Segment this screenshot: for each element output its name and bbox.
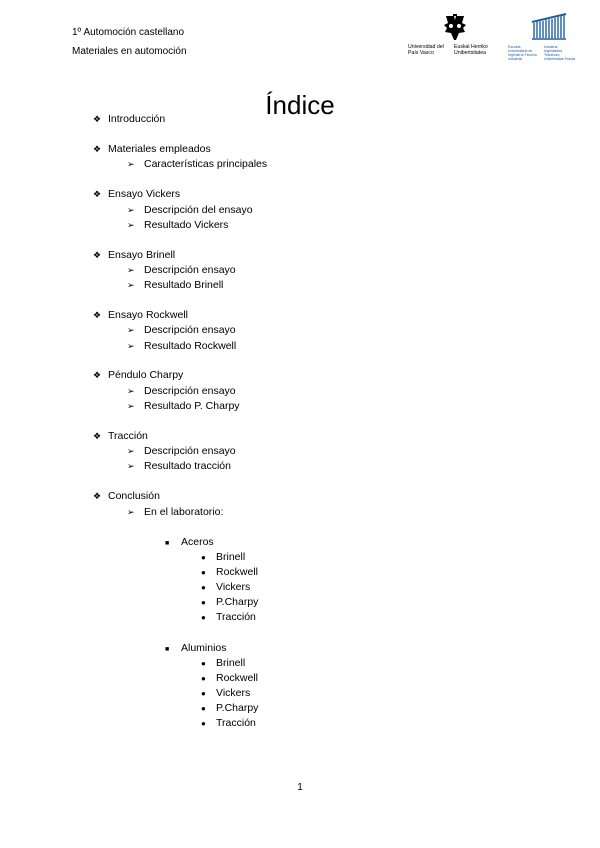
toc-subitem — [127, 219, 228, 231]
toc-subitem — [127, 385, 236, 397]
square-bullet-icon: ■ — [165, 646, 170, 653]
toc-item — [93, 249, 175, 261]
toc-subitem-label: Resultado Vickers — [144, 219, 229, 231]
toc-subitem — [127, 279, 223, 291]
toc-item-label: Ensayo Rockwell — [108, 309, 188, 321]
toc-subitem-label: Descripción ensayo — [144, 264, 236, 276]
toc-subitem — [127, 340, 236, 352]
toc-subitem — [127, 204, 253, 216]
conclusion-group-label: Aceros — [181, 536, 214, 548]
toc-subitem — [127, 460, 231, 472]
conclusion-group-label: Aluminios — [181, 642, 227, 654]
arrow-bullet-icon: ➢ — [127, 220, 135, 230]
toc-subitem-label: Descripción ensayo — [144, 385, 236, 397]
square-bullet-icon: ■ — [165, 540, 170, 547]
toc-item-label: Ensayo Brinell — [108, 249, 176, 261]
conclusion-item — [201, 581, 250, 593]
conclusion-item-label: P.Charpy — [216, 702, 259, 714]
conclusion-item — [201, 551, 245, 563]
dot-bullet-icon: ● — [201, 568, 206, 577]
toc-subitem — [127, 400, 240, 412]
toc-subitem — [127, 158, 267, 170]
conclusion-item-label: Tracción — [216, 717, 256, 729]
conclusion-group — [165, 536, 214, 548]
conclusion-item — [201, 702, 258, 714]
conclusion-item-label: P.Charpy — [216, 596, 259, 608]
conclusion-item — [201, 611, 256, 623]
conclusion-item-label: Tracción — [216, 611, 256, 623]
arrow-bullet-icon: ➢ — [127, 159, 135, 169]
arrow-bullet-icon: ➢ — [127, 386, 135, 396]
toc-item — [93, 490, 160, 502]
arrow-bullet-icon: ➢ — [127, 280, 135, 290]
header-logos — [408, 12, 576, 62]
upv-name-eu: Euskal Herriko Unibertsitatea — [454, 44, 488, 56]
school-emblem-icon — [530, 12, 568, 42]
toc-item-label: Materiales empleados — [108, 143, 211, 155]
dot-bullet-icon: ● — [201, 689, 206, 698]
toc-subitem-label: Descripción del ensayo — [144, 204, 253, 216]
toc-item — [93, 113, 165, 125]
toc-item — [93, 143, 211, 155]
arrow-bullet-icon: ➢ — [127, 325, 135, 335]
dot-bullet-icon: ● — [201, 719, 206, 728]
arrow-bullet-icon: ➢ — [127, 507, 135, 517]
conclusion-item — [201, 596, 258, 608]
header-subject: Materiales en automoción — [72, 46, 187, 57]
arrow-bullet-icon: ➢ — [127, 446, 135, 456]
conclusion-item-label: Rockwell — [216, 566, 259, 578]
upv-emblem-icon — [442, 14, 468, 42]
conclusion-item-label: Brinell — [216, 657, 246, 669]
diamond-bullet-icon: ❖ — [93, 114, 102, 124]
toc-subitem — [127, 445, 236, 457]
page-title: Índice — [265, 90, 335, 121]
toc-subitem — [127, 506, 223, 518]
dot-bullet-icon: ● — [201, 659, 206, 668]
conclusion-item — [201, 717, 256, 729]
diamond-bullet-icon: ❖ — [93, 310, 102, 320]
toc-item-label: Conclusión — [108, 490, 160, 502]
arrow-bullet-icon: ➢ — [127, 461, 135, 471]
conclusion-item-label: Vickers — [216, 581, 251, 593]
toc-item-label: Péndulo Charpy — [108, 369, 184, 381]
header-course: 1º Automoción castellano — [72, 27, 185, 38]
page-number: 1 — [297, 782, 303, 793]
toc-item-label: Tracción — [108, 430, 148, 442]
conclusion-item-label: Brinell — [216, 551, 246, 563]
conclusion-item — [201, 657, 245, 669]
school-logo — [508, 12, 574, 60]
toc-item — [93, 430, 148, 442]
arrow-bullet-icon: ➢ — [127, 205, 135, 215]
conclusion-item — [201, 687, 250, 699]
toc-subitem-label: En el laboratorio: — [144, 506, 224, 518]
school-name-es: Escuela Universitaria de Ingeniería Técnica Industrial — [508, 45, 537, 61]
dot-bullet-icon: ● — [201, 613, 206, 622]
arrow-bullet-icon: ➢ — [127, 401, 135, 411]
dot-bullet-icon: ● — [201, 553, 206, 562]
toc-item — [93, 309, 188, 321]
dot-bullet-icon: ● — [201, 704, 206, 713]
conclusion-item — [201, 566, 258, 578]
toc-subitem — [127, 264, 236, 276]
toc-item — [93, 369, 183, 381]
toc-item-label: Introducción — [108, 113, 166, 125]
diamond-bullet-icon: ❖ — [93, 189, 102, 199]
conclusion-group — [165, 642, 227, 654]
school-name-eu: Industria Ingeniaritza Teknikoko Unibertsitate Eskola — [544, 45, 576, 61]
upv-name-es: Universidad del País Vasco — [408, 44, 444, 56]
diamond-bullet-icon: ❖ — [93, 491, 102, 501]
arrow-bullet-icon: ➢ — [127, 341, 135, 351]
toc-subitem-label: Resultado Rockwell — [144, 340, 237, 352]
toc-subitem-label: Características principales — [144, 158, 268, 170]
diamond-bullet-icon: ❖ — [93, 144, 102, 154]
toc-subitem-label: Descripción ensayo — [144, 445, 236, 457]
conclusion-item-label: Vickers — [216, 687, 251, 699]
dot-bullet-icon: ● — [201, 598, 206, 607]
toc-subitem-label: Descripción ensayo — [144, 324, 236, 336]
toc-subitem — [127, 324, 236, 336]
toc-subitem-label: Resultado Brinell — [144, 279, 224, 291]
toc-subitem-label: Resultado tracción — [144, 460, 231, 472]
conclusion-item — [201, 672, 258, 684]
dot-bullet-icon: ● — [201, 583, 206, 592]
toc-subitem-label: Resultado P. Charpy — [144, 400, 240, 412]
diamond-bullet-icon: ❖ — [93, 370, 102, 380]
toc-item — [93, 188, 180, 200]
arrow-bullet-icon: ➢ — [127, 265, 135, 275]
dot-bullet-icon: ● — [201, 674, 206, 683]
diamond-bullet-icon: ❖ — [93, 431, 102, 441]
toc-item-label: Ensayo Vickers — [108, 188, 181, 200]
diamond-bullet-icon: ❖ — [93, 250, 102, 260]
conclusion-item-label: Rockwell — [216, 672, 259, 684]
upv-logo — [408, 12, 508, 60]
